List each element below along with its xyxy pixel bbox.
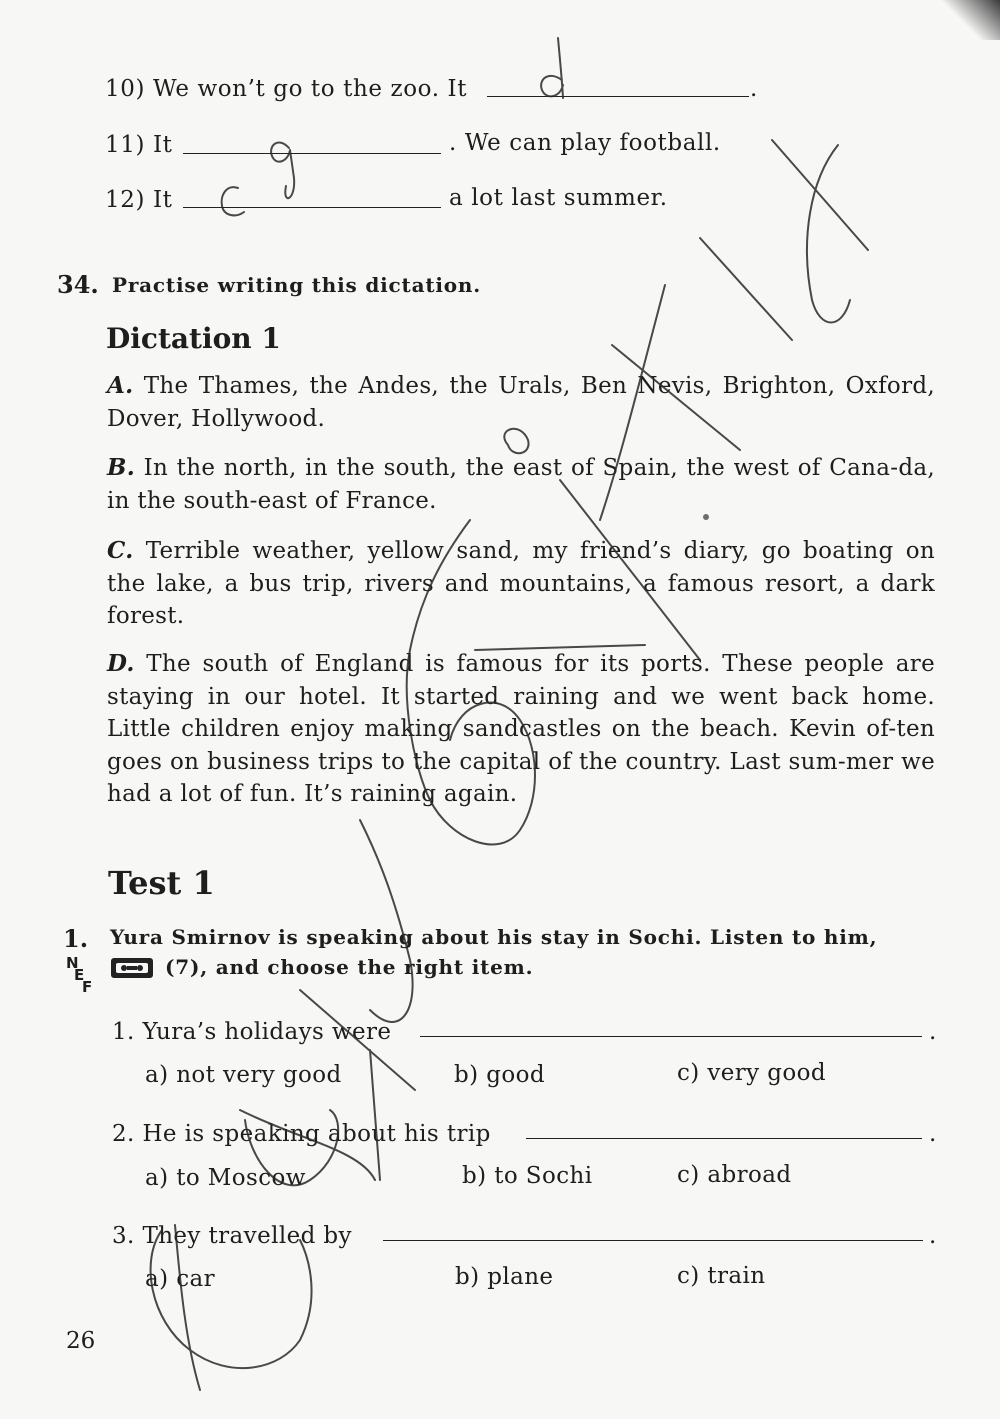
side-mark: N <box>66 954 79 972</box>
fill-item-12-text: 12) It <box>105 187 173 213</box>
dictation-title: Dictation 1 <box>106 322 281 355</box>
fill-item-10-text: 10) We won’t go to the zoo. It <box>105 76 468 102</box>
fill-item-11-end: . We can play football. <box>449 130 721 156</box>
question-1-option-a[interactable]: a) not very good <box>145 1062 342 1088</box>
question-2-option-c[interactable]: c) abroad <box>677 1162 792 1188</box>
test-task-1-number: 1. <box>63 924 89 953</box>
paragraph-label: B. <box>107 454 136 481</box>
question-2-text: 2. He is speaking about his trip <box>112 1121 491 1147</box>
handwritten-answer-g <box>271 143 294 199</box>
paragraph-text: The south of England is famous for its ports. These people are staying in our hotel. It started raining and we went back home. Little children enjoy making sandcastles on the beach. Kevin of-ten goes on business trips to the capital of the country. Last sum-mer we had a lot of fun. It’s raining again. <box>107 651 935 807</box>
test-task-1-instruction-line2: (7), and choose the right item. <box>165 955 534 979</box>
test-title: Test 1 <box>108 864 215 902</box>
question-2-option-b[interactable]: b) to Sochi <box>462 1163 593 1189</box>
paragraph-text: Terrible weather, yellow sand, my friend’s diary, go boating on the lake, a bus trip, rivers and mountains, a famous resort, a dark forest. <box>107 538 935 629</box>
side-mark: E <box>74 966 85 984</box>
handwritten-answer-c <box>222 187 244 215</box>
side-mark: F <box>82 978 93 996</box>
test-task-1-instruction-line1: Yura Smirnov is speaking about his stay in Sochi. Listen to him, <box>110 925 878 949</box>
task-34-number: 34. <box>57 270 99 299</box>
page-number: 26 <box>66 1328 96 1354</box>
paragraph-text: In the north, in the south, the east of Spain, the west of Cana-da, in the south-east of France. <box>107 455 935 514</box>
question-2-option-a[interactable]: a) to Moscow <box>145 1165 306 1191</box>
fill-item-12-end: a lot last summer. <box>449 185 668 211</box>
fill-item-10-end: . <box>750 76 758 102</box>
question-1-option-c[interactable]: c) very good <box>677 1060 827 1086</box>
fill-item-11-text: 11) It <box>105 132 173 158</box>
question-1-end: . <box>929 1019 937 1045</box>
task-34-instruction: Practise writing this dictation. <box>112 273 482 297</box>
question-3-end: . <box>929 1223 937 1249</box>
question-3-option-a[interactable]: a) car <box>145 1266 215 1292</box>
question-3-option-b[interactable]: b) plane <box>455 1264 554 1290</box>
handwritten-answer-d <box>541 38 563 98</box>
paragraph-text: The Thames, the Andes, the Urals, Ben Nevis, Brighton, Oxford, Dover, Hollywood. <box>107 373 935 432</box>
question-3-option-c[interactable]: c) train <box>677 1263 766 1289</box>
question-1-text: 1. Yura’s holidays were <box>112 1019 392 1045</box>
question-3-text: 3. They travelled by <box>112 1223 352 1249</box>
paragraph-label: A. <box>107 372 134 399</box>
paragraph-label: C. <box>107 537 134 564</box>
paragraph-label: D. <box>107 650 135 677</box>
question-1-option-b[interactable]: b) good <box>454 1062 545 1088</box>
question-2-end: . <box>929 1121 937 1147</box>
